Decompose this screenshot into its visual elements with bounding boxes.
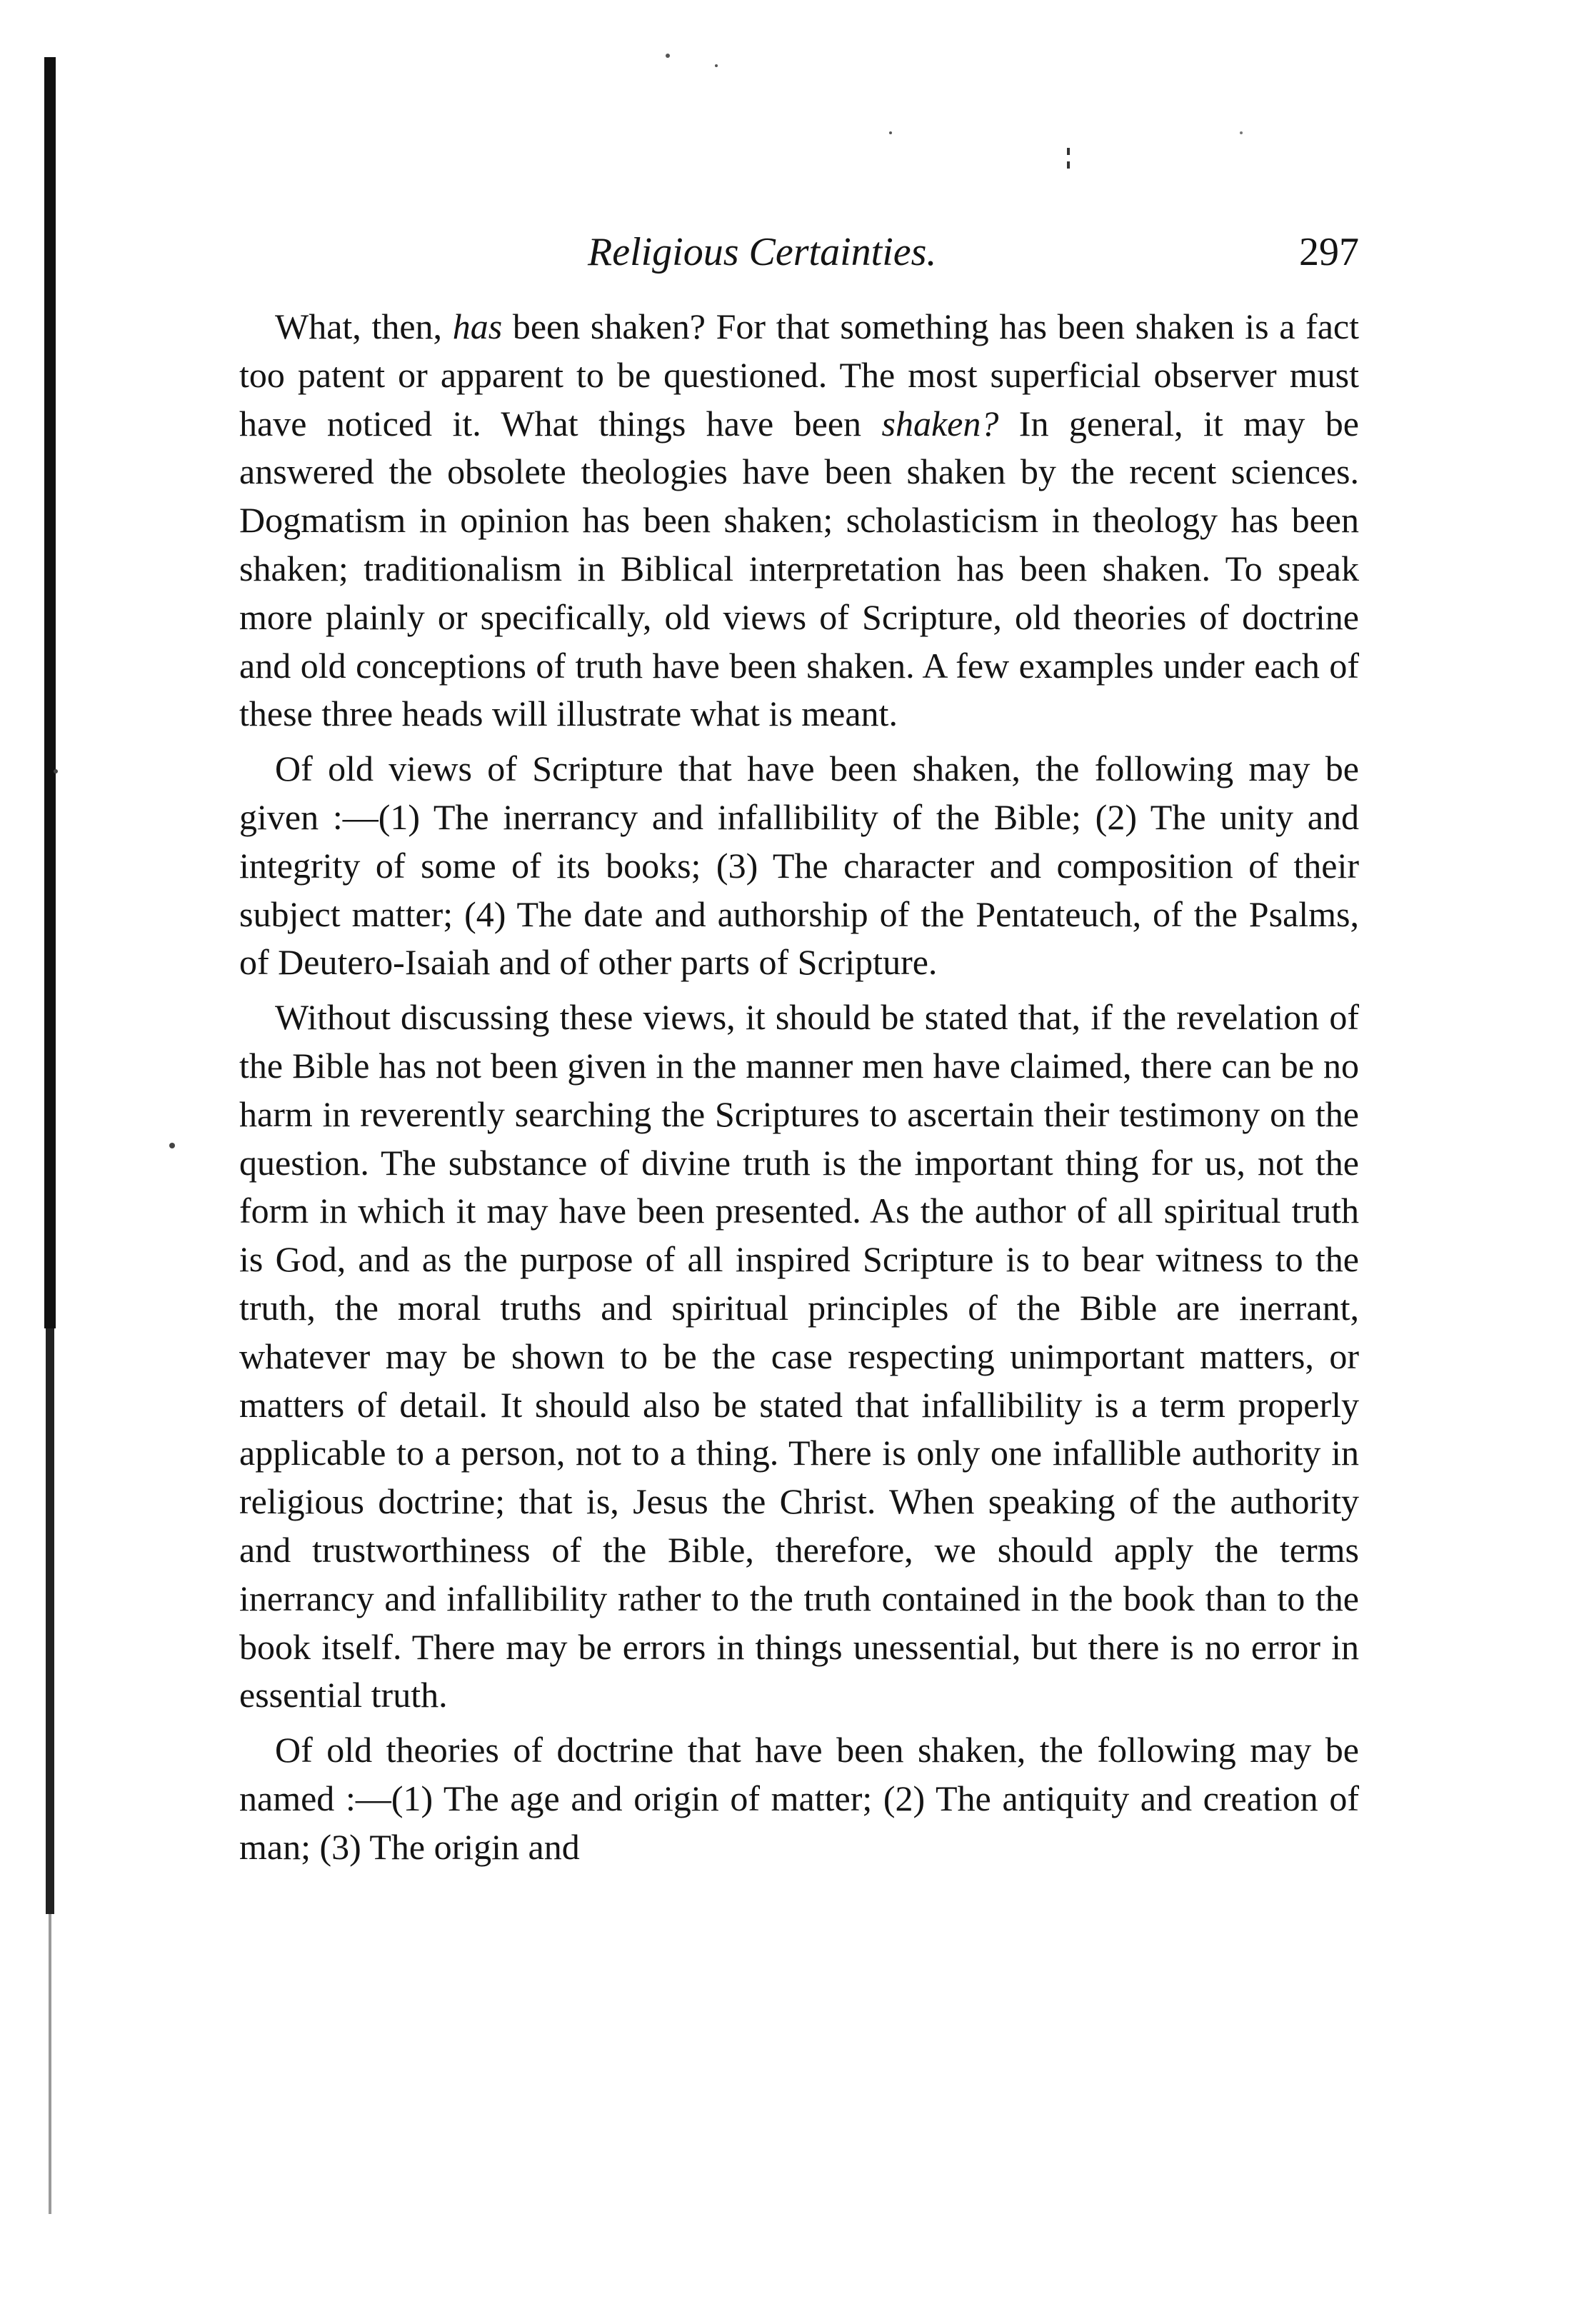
paragraph bbox=[239, 993, 1359, 1720]
paragraph bbox=[239, 303, 1359, 738]
text-segment: What, then, bbox=[275, 306, 453, 346]
page-number: 297 bbox=[1299, 230, 1359, 274]
text-segment: Without discussing these views, it should be stated that, if the revelation of the Bible has not been given in the manner men have claimed, there can be no harm in reverently searching the Scriptures to ascertain their testimony on the question. The substance of divine truth is the important thing for us, not the form in which it may have been presented. As the author of all spiritual truth is God, and as the purpose of all inspired Scripture is to bear witness to the truth, the moral truths and spiritual principles of the Bible are inerrant, whatever may be shown to be the case respecting unimportant matters, or matters of detail. It should also be stated that infallibility is a term properly applicable to a person, not to a thing. There is only one infallible authority in religious doctrine; that is, Jesus the Christ. When speaking of the authority and trustworthiness of the Bible, therefore, we should apply the terms inerrancy and infallibility rather to the truth contained in the book than to the book itself. There may be errors in things unessential, but there is no error in essential truth. bbox=[239, 997, 1359, 1716]
body-text bbox=[239, 303, 1359, 1878]
text-segment: In general, it may be answered the obsolete theologies have been shaken by the recent sciences. Dogmatism in opinion has been shaken; scholasticism in theology has been shaken; traditionalism in Biblical interpretation has been shaken. To speak more plainly or specifically, old views of Scripture, old theories of doctrine and old conceptions of truth have been shaken. A few examples under each of these three heads will illustrate what is meant. bbox=[239, 403, 1359, 734]
running-title: Religious Certainties. bbox=[588, 230, 937, 274]
italic-text: has bbox=[452, 306, 503, 346]
italic-text: shaken? bbox=[881, 403, 999, 444]
paragraph bbox=[239, 745, 1359, 987]
paragraph bbox=[239, 1726, 1359, 1871]
text-segment: Of old theories of doctrine that have been shaken, the following may be named :—(1) The age and origin of matter; (2) The antiquity and creation of man; (3) The origin and bbox=[239, 1730, 1359, 1867]
text-segment: Of old views of Scripture that have been shaken, the following may be given :—(1) The inerrancy and infallibility of the Bible; (2) The unity and integrity of some of its books; (3) The character and composition of their subject matter; (4) The date and authorship of the Pentateuch, of the Psalms, of Deutero-Isaiah and of other parts of Scripture. bbox=[239, 748, 1359, 983]
page-header bbox=[239, 227, 1359, 277]
text-segment: been shaken? For that something has been shaken is a fact too patent or apparent to be questioned. The most superficial observer must have noticed it. What things have been bbox=[239, 306, 1359, 444]
